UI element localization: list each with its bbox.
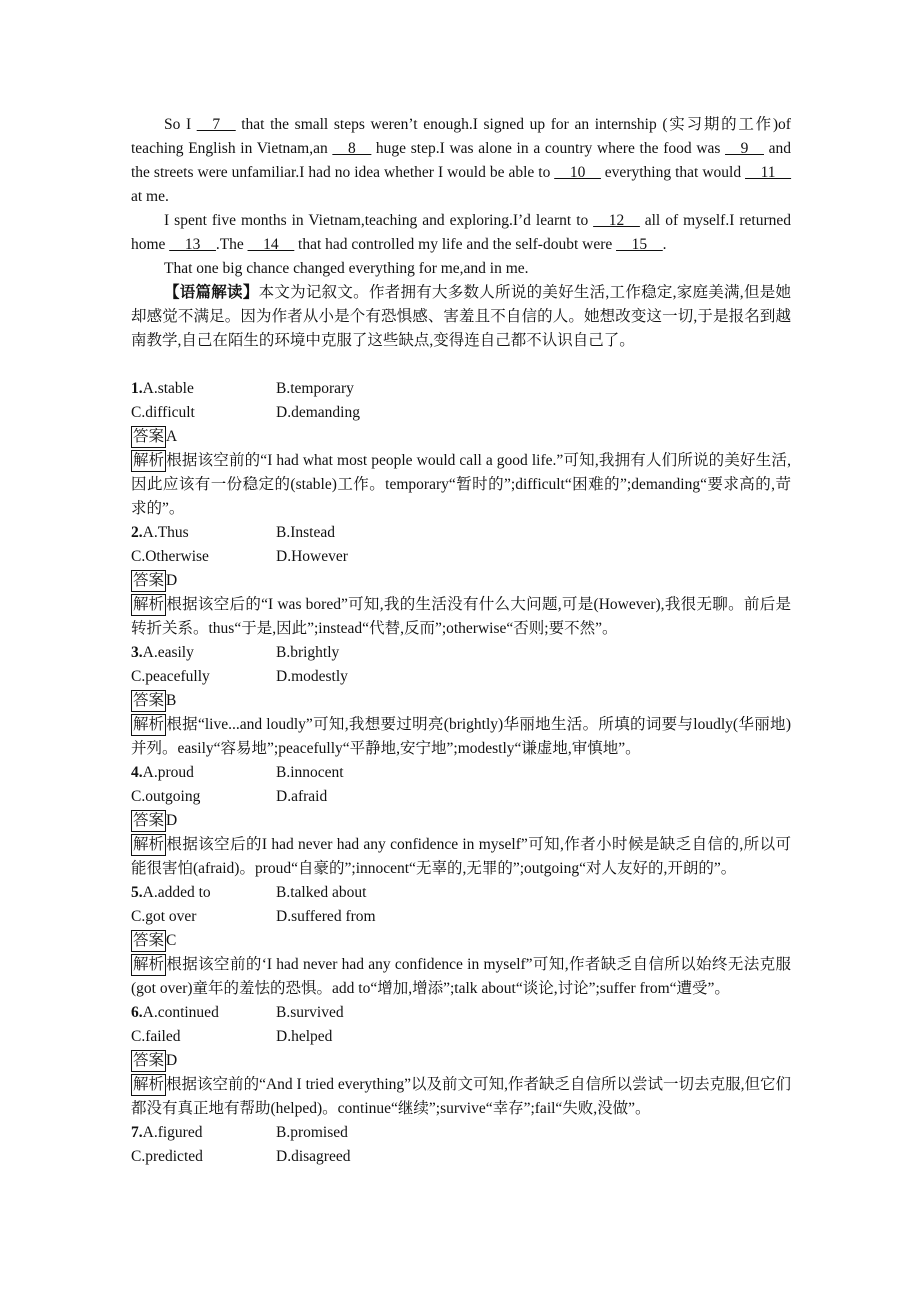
question-number: 4. bbox=[131, 764, 143, 781]
reading-note-text: 本文为记叙文。作者拥有大多数人所说的美好生活,工作稳定,家庭美满,但是她却感觉不满足。因为作者从小是个有恐惧感、害羞且不自信的人。她想改变这一切,于是报名到越南教学,自己在陌生的环境中克服了这些缺点,变得连自己都不认识自己了。 bbox=[131, 284, 791, 349]
analysis-label: 解析 bbox=[131, 834, 166, 856]
blank-number: __11__ bbox=[745, 164, 791, 181]
option-c: C.Otherwise bbox=[131, 548, 209, 565]
analysis-paragraph bbox=[131, 953, 791, 1001]
analysis-label: 解析 bbox=[131, 594, 166, 616]
passage-text: .The bbox=[215, 236, 248, 253]
analysis-text: 根据该空后的I had never had any confidence in myself”可知,作者小时候是缺乏自信的,所以可能很害怕(afraid)。proud“自豪的”;innocent“无辜的,无罪的”;outgoing“对人友好的,开朗的”。 bbox=[131, 836, 791, 877]
option-b: B.talked about bbox=[276, 884, 367, 901]
blank-number: __14__ bbox=[247, 236, 295, 253]
passage-paragraph-1 bbox=[131, 113, 791, 209]
blank-number: __9__ bbox=[725, 140, 764, 157]
passage-text: huge step.I was alone in a country where the food was bbox=[371, 140, 726, 157]
analysis-paragraph bbox=[131, 713, 791, 761]
option-c: C.peacefully bbox=[131, 668, 210, 685]
analysis-text: 根据该空前的‘I had never had any confidence in myself”可知,作者缺乏自信所以始终无法克服(got over)童年的羞怯的恐惧。add to“增加,增添”;talk about“谈论,讨论”;suffer from“遭受”。 bbox=[131, 956, 791, 997]
question-number: 1. bbox=[131, 380, 143, 397]
question-options-row bbox=[131, 1001, 791, 1025]
answer-value: C bbox=[166, 932, 177, 949]
blank-number: __10__ bbox=[554, 164, 601, 181]
document-page bbox=[131, 113, 791, 1169]
option-text: A.Thus bbox=[142, 524, 189, 541]
option-b: B.promised bbox=[276, 1124, 348, 1141]
question-number: 5. bbox=[131, 884, 143, 901]
question-number: 2. bbox=[131, 524, 143, 541]
passage-text: So I bbox=[164, 116, 197, 133]
answer-label: 答案 bbox=[131, 570, 166, 592]
analysis-text: 根据该空前的“And I tried everything”以及前文可知,作者缺乏自信所以尝试一切去克服,但它们都没有真正地有帮助(helped)。continue“继续”;survive“幸存”;fail“失败,没做”。 bbox=[131, 1076, 791, 1117]
option-d: D.suffered from bbox=[276, 908, 376, 925]
passage-text: at me. bbox=[131, 188, 169, 205]
option-text: A.added to bbox=[142, 884, 211, 901]
analysis-label: 解析 bbox=[131, 954, 166, 976]
question-options-row bbox=[131, 521, 791, 545]
reading-note bbox=[131, 281, 791, 353]
analysis-paragraph bbox=[131, 833, 791, 881]
option-d: D.disagreed bbox=[276, 1148, 351, 1165]
analysis-label: 解析 bbox=[131, 714, 166, 736]
answer-label: 答案 bbox=[131, 1050, 166, 1072]
question-options-row bbox=[131, 1025, 791, 1049]
answer-value: B bbox=[166, 692, 177, 709]
question-options-row bbox=[131, 905, 791, 929]
option-text: A.figured bbox=[142, 1124, 203, 1141]
question-options-row bbox=[131, 1145, 791, 1169]
option-d: D.afraid bbox=[276, 788, 328, 805]
option-a bbox=[131, 377, 276, 401]
option-d: D.demanding bbox=[276, 404, 360, 421]
analysis-text: 根据“live...and loudly”可知,我想要过明亮(brightly)华丽地生活。所填的词要与loudly(华丽地)并列。easily“容易地”;peacefully“平静地,安宁地”;modestly“谦虚地,审慎地”。 bbox=[131, 716, 791, 757]
option-b: B.survived bbox=[276, 1004, 344, 1021]
answer-line bbox=[131, 809, 791, 833]
passage-text: everything that would bbox=[600, 164, 746, 181]
passage-text: and the streets were unfamiliar.I had no idea whether I would be able to bbox=[131, 140, 791, 181]
option-a bbox=[131, 641, 276, 665]
question-options-row bbox=[131, 641, 791, 665]
option-b: B.Instead bbox=[276, 524, 335, 541]
option-text: A.stable bbox=[142, 380, 194, 397]
option-d: D.helped bbox=[276, 1028, 333, 1045]
question-options-row bbox=[131, 401, 791, 425]
blank-number: __15__ bbox=[616, 236, 663, 253]
option-text: A.proud bbox=[142, 764, 194, 781]
analysis-label: 解析 bbox=[131, 450, 166, 472]
answer-value: A bbox=[166, 428, 178, 445]
section-gap bbox=[131, 353, 791, 377]
blank-number: __7__ bbox=[196, 116, 236, 133]
answer-line bbox=[131, 425, 791, 449]
passage-paragraph-2 bbox=[131, 209, 791, 257]
answer-label: 答案 bbox=[131, 810, 166, 832]
answer-label: 答案 bbox=[131, 426, 166, 448]
question-list bbox=[131, 377, 791, 1169]
question-number: 3. bbox=[131, 644, 143, 661]
answer-label: 答案 bbox=[131, 690, 166, 712]
analysis-text: 根据该空前的“I had what most people would call a good life.”可知,我拥有人们所说的美好生活,因此应该有一份稳定的(stable)工作。temporary“暂时的”;difficult“困难的”;demanding“要求高的,苛求的”。 bbox=[131, 452, 791, 517]
question-options-row bbox=[131, 545, 791, 569]
blank-number: __8__ bbox=[332, 140, 372, 157]
answer-line bbox=[131, 569, 791, 593]
option-a bbox=[131, 761, 276, 785]
answer-line bbox=[131, 1049, 791, 1073]
analysis-paragraph bbox=[131, 593, 791, 641]
answer-line bbox=[131, 689, 791, 713]
answer-value: D bbox=[166, 812, 178, 829]
option-c: C.got over bbox=[131, 908, 197, 925]
passage-text: that had controlled my life and the self-doubt were bbox=[294, 236, 617, 253]
analysis-text: 根据该空后的“I was bored”可知,我的生活没有什么大问题,可是(However),我很无聊。前后是转折关系。thus“于是,因此”;instead“代替,反而”;otherwise“否则;要不然”。 bbox=[131, 596, 791, 637]
question-options-row bbox=[131, 1121, 791, 1145]
question-options-row bbox=[131, 881, 791, 905]
analysis-paragraph bbox=[131, 449, 791, 521]
answer-value: D bbox=[166, 572, 178, 589]
option-a bbox=[131, 881, 276, 905]
passage-text: . bbox=[662, 236, 667, 253]
option-text: A.easily bbox=[142, 644, 194, 661]
option-c: C.failed bbox=[131, 1028, 181, 1045]
option-c: C.predicted bbox=[131, 1148, 203, 1165]
option-b: B.innocent bbox=[276, 764, 344, 781]
passage-text: I spent five months in Vietnam,teaching and exploring.I’d learnt to bbox=[164, 212, 594, 229]
option-a bbox=[131, 521, 276, 545]
blank-number: __12__ bbox=[593, 212, 640, 229]
passage-text: all of myself.I returned home bbox=[131, 212, 791, 253]
option-text: A.continued bbox=[142, 1004, 219, 1021]
question-options-row bbox=[131, 785, 791, 809]
option-d: D.However bbox=[276, 548, 348, 565]
question-options-row bbox=[131, 377, 791, 401]
analysis-label: 解析 bbox=[131, 1074, 166, 1096]
question-number: 7. bbox=[131, 1124, 143, 1141]
option-b: B.temporary bbox=[276, 380, 354, 397]
question-number: 6. bbox=[131, 1004, 143, 1021]
option-c: C.outgoing bbox=[131, 788, 201, 805]
option-d: D.modestly bbox=[276, 668, 348, 685]
passage-text: that the small steps weren’t enough.I signed up for an internship (实习期的工作)of teaching English in Vietnam,an bbox=[131, 116, 791, 157]
option-a bbox=[131, 1001, 276, 1025]
blank-number: __13__ bbox=[169, 236, 216, 253]
option-a bbox=[131, 1121, 276, 1145]
option-c: C.difficult bbox=[131, 404, 195, 421]
question-options-row bbox=[131, 665, 791, 689]
analysis-paragraph bbox=[131, 1073, 791, 1121]
answer-line bbox=[131, 929, 791, 953]
option-b: B.brightly bbox=[276, 644, 340, 661]
answer-label: 答案 bbox=[131, 930, 166, 952]
answer-value: D bbox=[166, 1052, 178, 1069]
question-options-row bbox=[131, 761, 791, 785]
reading-note-tag: 【语篇解读】 bbox=[164, 284, 259, 301]
passage-paragraph-3: That one big chance changed everything for me,and in me. bbox=[164, 260, 529, 277]
